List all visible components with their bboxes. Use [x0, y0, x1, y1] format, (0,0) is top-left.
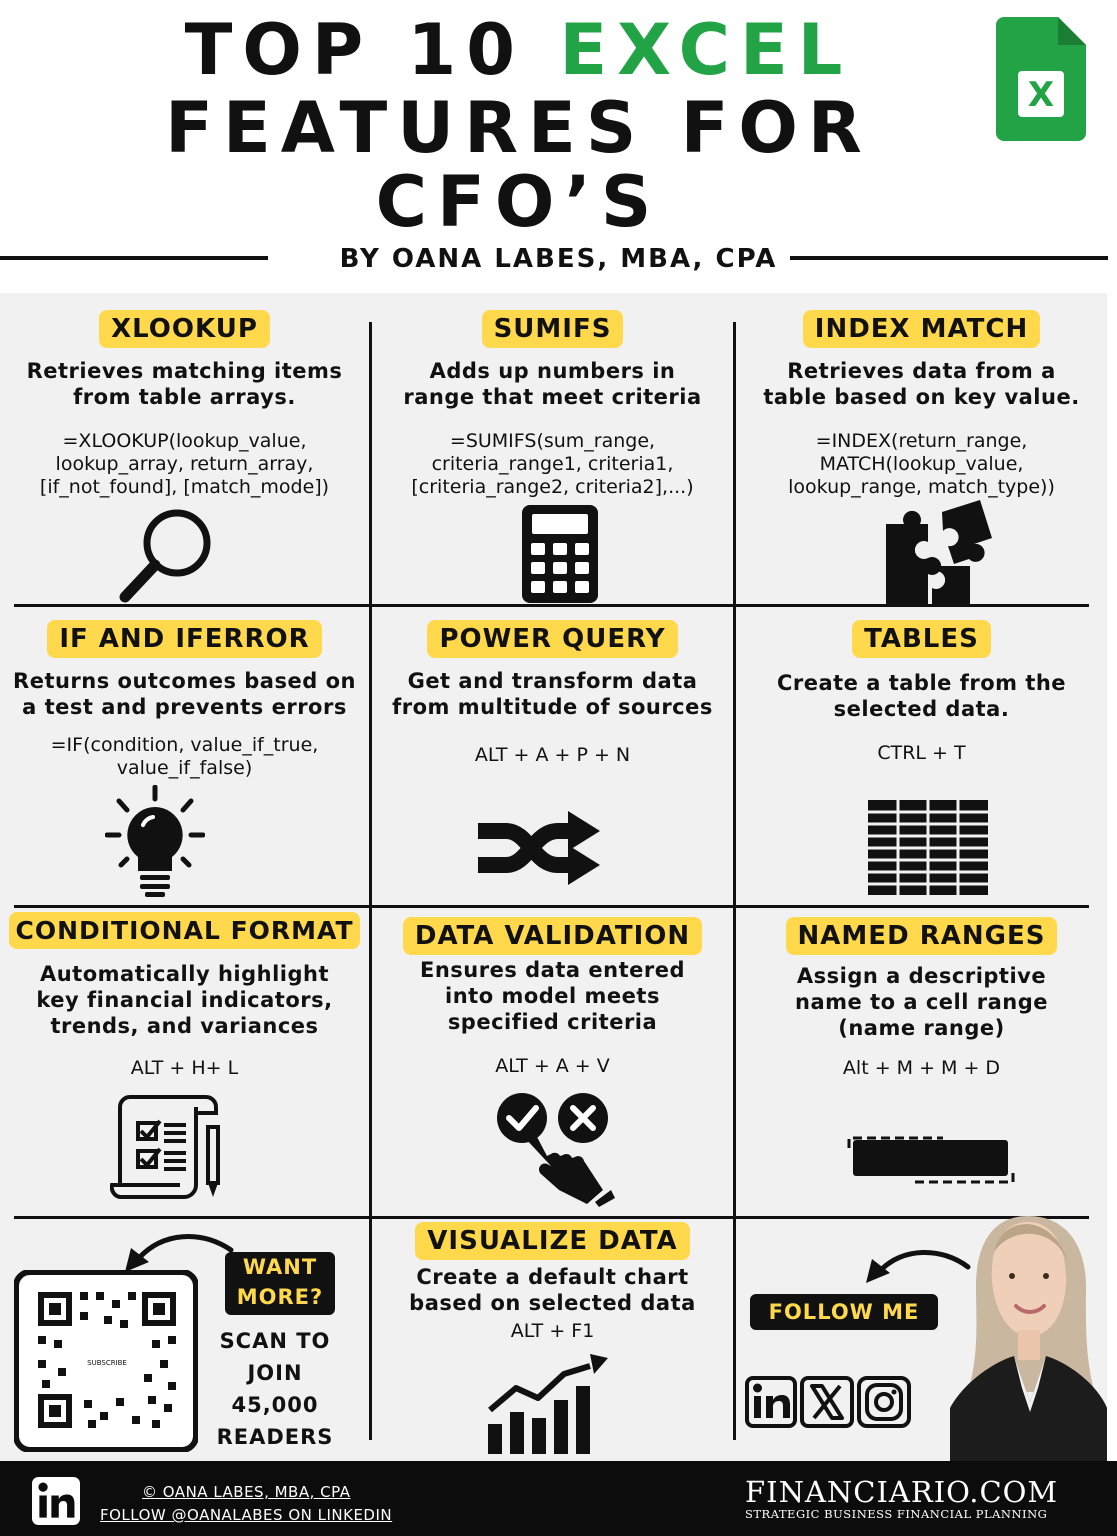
chart-icon	[486, 1352, 612, 1456]
checklist-icon	[110, 1093, 230, 1201]
feature-shortcut: Alt + M + M + D	[842, 1057, 1001, 1079]
feature-shortcut: CTRL + T	[877, 742, 966, 764]
scan-to-join-text: SCAN TO JOIN 45,000 READERS	[216, 1329, 334, 1449]
feature-title: SUMIFS	[482, 310, 624, 348]
grid-divider-row-3	[14, 1216, 1089, 1219]
feature-formula: =INDEX(return_range, MATCH(lookup_value, lookup_range, match_type))	[788, 430, 1055, 498]
feature-description: Returns outcomes based on a test and prevents errors	[13, 669, 356, 719]
feature-title: CONDITIONAL FORMAT	[9, 912, 359, 949]
feature-formula: =XLOOKUP(lookup_value, lookup_array, return_array, [if_not_found], [match_mode])	[39, 430, 330, 498]
brand-tagline: STRATEGIC BUSINESS FINANCIAL PLANNING	[745, 1507, 1048, 1521]
title-excel-word: EXCEL	[559, 9, 853, 91]
copyright-link[interactable]: © OANA LABES, MBA, CPA	[142, 1483, 351, 1501]
feature-title: VISUALIZE DATA	[415, 1222, 689, 1260]
feature-card-xlookup	[0, 310, 369, 499]
feature-card-sumifs	[372, 310, 733, 499]
brand-name[interactable]: FINANCIARIO.COM	[745, 1475, 1059, 1509]
title-line-1	[0, 10, 1077, 90]
linkedin-follow-link[interactable]: FOLLOW @OANALABES ON LINKEDIN	[100, 1506, 393, 1524]
title-line-2: FEATURES FOR	[165, 87, 872, 169]
feature-title: IF AND IFERROR	[47, 620, 321, 658]
feature-title: INDEX MATCH	[803, 310, 1040, 348]
title-text: TOP 10	[184, 9, 560, 91]
feature-card-tables	[736, 620, 1107, 765]
feature-title: DATA VALIDATION	[403, 917, 702, 955]
qr-label: SUBSCRIBE	[87, 1359, 127, 1367]
feature-title: XLOOKUP	[99, 310, 270, 348]
feature-description: Assign a descriptive name to a cell range (name range)	[795, 964, 1048, 1040]
instagram-icon[interactable]	[857, 1376, 911, 1428]
feature-description: Get and transform data from multitude of sources	[392, 669, 713, 719]
feature-card-visualize-data	[372, 1222, 733, 1343]
feature-card-index-match	[736, 310, 1107, 499]
feature-card-named-ranges	[736, 917, 1107, 1080]
x-twitter-icon[interactable]	[800, 1376, 854, 1428]
lightbulb-icon	[105, 785, 205, 900]
name-box-icon	[843, 1128, 1018, 1188]
byline: BY OANA LABES, MBA, CPA	[339, 244, 778, 274]
feature-card-if-iferror	[0, 620, 369, 780]
feature-description: Ensures data entered into model meets specified criteria	[420, 958, 685, 1034]
linkedin-icon[interactable]	[32, 1477, 80, 1525]
feature-title: POWER QUERY	[427, 620, 677, 658]
feature-description: Create a table from the selected data.	[776, 671, 1067, 721]
magnifier-icon	[115, 505, 220, 605]
linkedin-icon[interactable]	[745, 1376, 797, 1428]
feature-description: Retrieves data from a table based on key value.	[763, 359, 1080, 409]
feature-formula: =SUMIFS(sum_range, criteria_range1, criteria1, [criteria_range2, criteria2],...)	[411, 430, 694, 498]
excel-logo-icon	[996, 17, 1086, 141]
check-cross-icon	[495, 1092, 615, 1207]
feature-formula: =IF(condition, value_if_true, value_if_false)	[50, 734, 319, 779]
shuffle-icon	[476, 805, 604, 887]
footer-links	[100, 1481, 392, 1527]
feature-title: TABLES	[852, 620, 991, 658]
feature-description: Retrieves matching items from table arrays.	[26, 359, 343, 409]
feature-card-conditional-format	[0, 912, 369, 1080]
feature-shortcut: ALT + A + P + N	[474, 744, 631, 766]
feature-shortcut: ALT + H+ L	[130, 1057, 239, 1079]
follow-me-button[interactable]: FOLLOW ME	[750, 1294, 938, 1330]
feature-shortcut: ALT + A + V	[495, 1055, 610, 1077]
feature-card-power-query	[372, 620, 733, 767]
footer	[0, 1461, 1117, 1536]
feature-card-data-validation	[372, 917, 733, 1078]
grid-divider-row-2	[14, 905, 1089, 908]
puzzle-icon	[882, 498, 997, 608]
logo-letter: X	[1027, 75, 1055, 115]
calculator-icon	[520, 503, 600, 605]
want-more-badge: WANT MORE?	[225, 1252, 335, 1315]
author-photo	[950, 1212, 1107, 1461]
title-line-3: CFO’S	[375, 161, 662, 243]
header-divider-right	[790, 256, 1108, 260]
feature-description: Adds up numbers in range that meet criteria	[403, 359, 702, 409]
feature-description: Create a default chart based on selected data	[409, 1265, 696, 1315]
qr-code[interactable]	[14, 1270, 198, 1452]
feature-description: Automatically highlight key financial indicators, trends, and variances	[36, 962, 333, 1038]
feature-title: NAMED RANGES	[786, 917, 1058, 955]
feature-shortcut: ALT + F1	[510, 1320, 595, 1342]
table-icon	[868, 800, 988, 895]
